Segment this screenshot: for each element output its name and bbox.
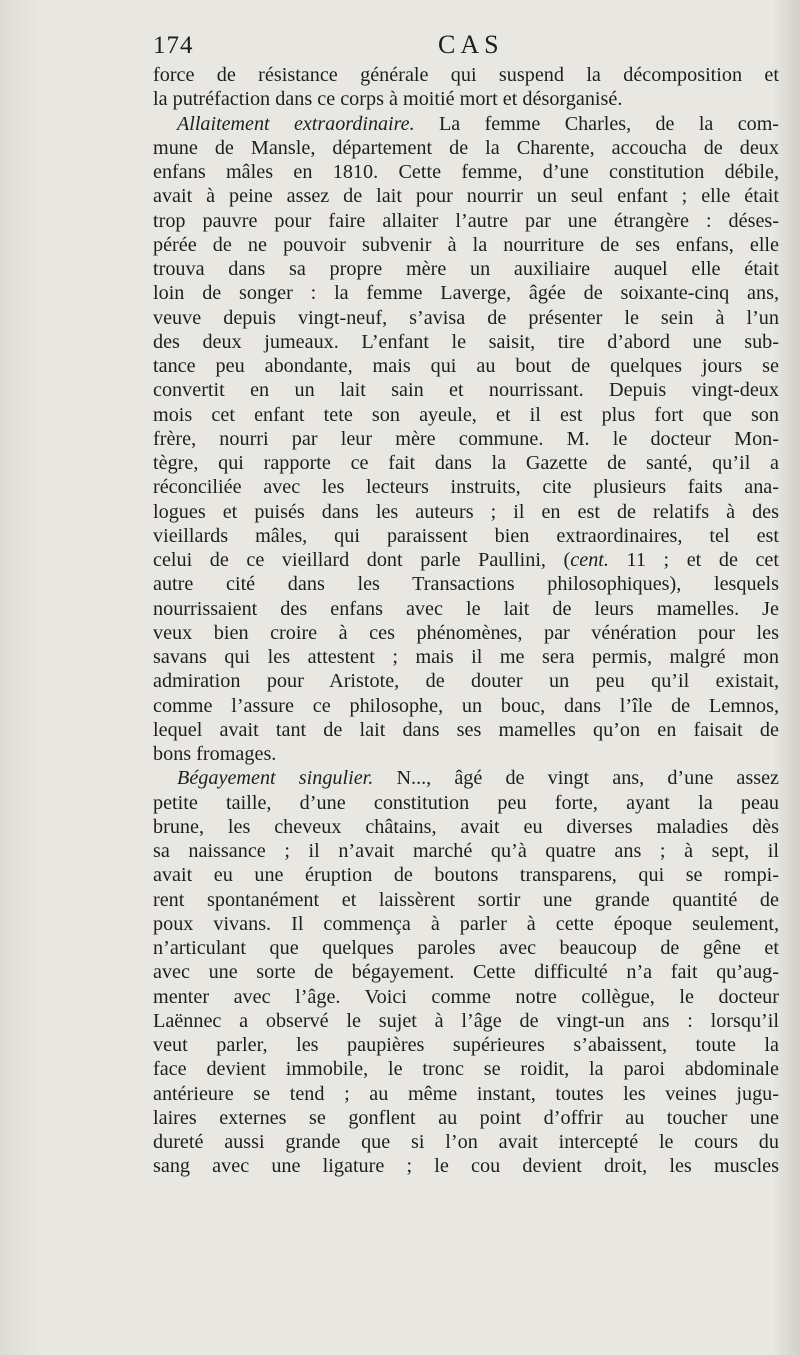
text-line: avait eu une éruption de boutons transparens, qui se rompi- [153, 864, 779, 887]
text-line: laires externes se gonflent au point d’offrir au toucher une [153, 1106, 779, 1129]
text-line: Bégayement singulier. N..., âgé de vingt ans, d’une assez [177, 767, 779, 790]
text-line: rent spontanément et laissèrent sortir une grande quantité de [153, 888, 779, 911]
text-line: brune, les cheveux châtains, avait eu diverses maladies dès [153, 815, 779, 838]
text-line: veut parler, les paupières supérieures s’abaissent, toute la [153, 1034, 779, 1056]
text-line: sang avec une ligature ; le cou devient droit, les muscles [153, 1155, 779, 1178]
text-line: autre cité dans les Transactions philosophiques), lesquels [153, 573, 779, 596]
citation-abbrev: cent. [570, 549, 609, 571]
text-line: frère, nourri par leur mère commune. M. le docteur Mon- [153, 427, 779, 450]
text-line: mune de Mansle, département de la Charente, accoucha de deux [153, 136, 779, 159]
text-line: veuve depuis vingt-neuf, s’avisa de présenter le sein à l’un [153, 306, 779, 329]
text-line: admiration pour Aristote, de douter un peu qu’il existait, [153, 670, 779, 693]
text-line: dureté aussi grande que si l’on avait intercepté le cours du [153, 1131, 779, 1153]
text-line: pérée de ne pouvoir subvenir à la nourriture de ses enfans, elle [153, 233, 779, 256]
text-line: tance peu abondante, mais qui au bout de quelques jours se [153, 355, 779, 377]
text-line: force de résistance générale qui suspend la décomposition et [153, 64, 779, 86]
text-line: lequel avait tant de lait dans ses mamelles qu’on en faisait de [153, 718, 779, 741]
text-line: Laënnec a observé le sujet à l’âge de vingt-un ans : lorsqu’il [153, 1009, 779, 1032]
text-line: bons fromages. [153, 743, 277, 765]
text-line: trouva dans sa propre mère un auxiliaire auquel elle était [153, 258, 779, 280]
running-head: CAS [438, 30, 504, 59]
body-text [153, 63, 779, 1179]
page-number: 174 [153, 32, 194, 59]
text-line: la putréfaction dans ce corps à moitié mort et désorganisé. [153, 88, 623, 111]
text-line: loin de songer : la femme Laverge, âgée de soixante-cinq ans, [153, 282, 779, 305]
text-line: antérieure se tend ; au même instant, toutes les veines jugu- [153, 1082, 779, 1105]
text-line: mois cet enfant tete son ayeule, et il est plus fort que son [153, 403, 779, 426]
text-line: menter avec l’âge. Voici comme notre collègue, le docteur [153, 985, 779, 1008]
text-line: réconciliée avec les lecteurs instruits, cite plusieurs faits ana- [153, 476, 779, 499]
entry-title-allaitement: Allaitement extraordinaire. [177, 112, 415, 135]
text-line: face devient immobile, le tronc se roidit, la paroi abdominale [153, 1058, 779, 1081]
text-line: des deux jumeaux. L’enfant le saisit, tire d’abord une sub- [153, 330, 779, 353]
text-line: logues et puisés dans les auteurs ; il en est de relatifs à des [153, 500, 779, 523]
text-line: avait à peine assez de lait pour nourrir un seul enfant ; elle était [153, 185, 779, 208]
page-header [153, 30, 778, 64]
text-line: nourrissaient des enfans avec le lait de leurs mamelles. Je [153, 597, 779, 620]
text-line: savans qui les attestent ; mais il me sera permis, malgré mon [153, 646, 779, 668]
text-line: celui de ce vieillard dont parle Paullini, (cent. 11 ; et de cet [153, 549, 779, 571]
text-line: convertit en un lait sain et nourrissant. Depuis vingt-deux [153, 379, 779, 402]
text-line: petite taille, d’une constitution peu forte, ayant la peau [153, 791, 779, 814]
text-line: veux bien croire à ces phénomènes, par vénération pour les [153, 621, 779, 644]
text-line: Allaitement extraordinaire. La femme Charles, de la com- [177, 112, 779, 135]
entry-title-begayement: Bégayement singulier. [177, 767, 374, 790]
text-line: sa naissance ; il n’avait marché qu’à quatre ans ; à sept, il [153, 840, 779, 862]
text-line: avec une sorte de bégayement. Cette difficulté n’a fait qu’aug- [153, 961, 779, 984]
text-line: n’articulant que quelques paroles avec beaucoup de gêne et [153, 937, 779, 959]
text-line: enfans mâles en 1810. Cette femme, d’une constitution débile, [153, 161, 779, 183]
text-line: comme l’assure ce philosophe, un bouc, dans l’île de Lemnos, [153, 694, 779, 717]
text-line: tègre, qui rapporte ce fait dans la Gazette de santé, qu’il a [153, 452, 779, 474]
text-line: trop pauvre pour faire allaiter l’autre par une étrangère : déses- [153, 209, 779, 232]
text-line: poux vivans. Il commença à parler à cette époque seulement, [153, 912, 779, 935]
text-line: vieillards mâles, qui paraissent bien extraordinaires, tel est [153, 524, 779, 547]
